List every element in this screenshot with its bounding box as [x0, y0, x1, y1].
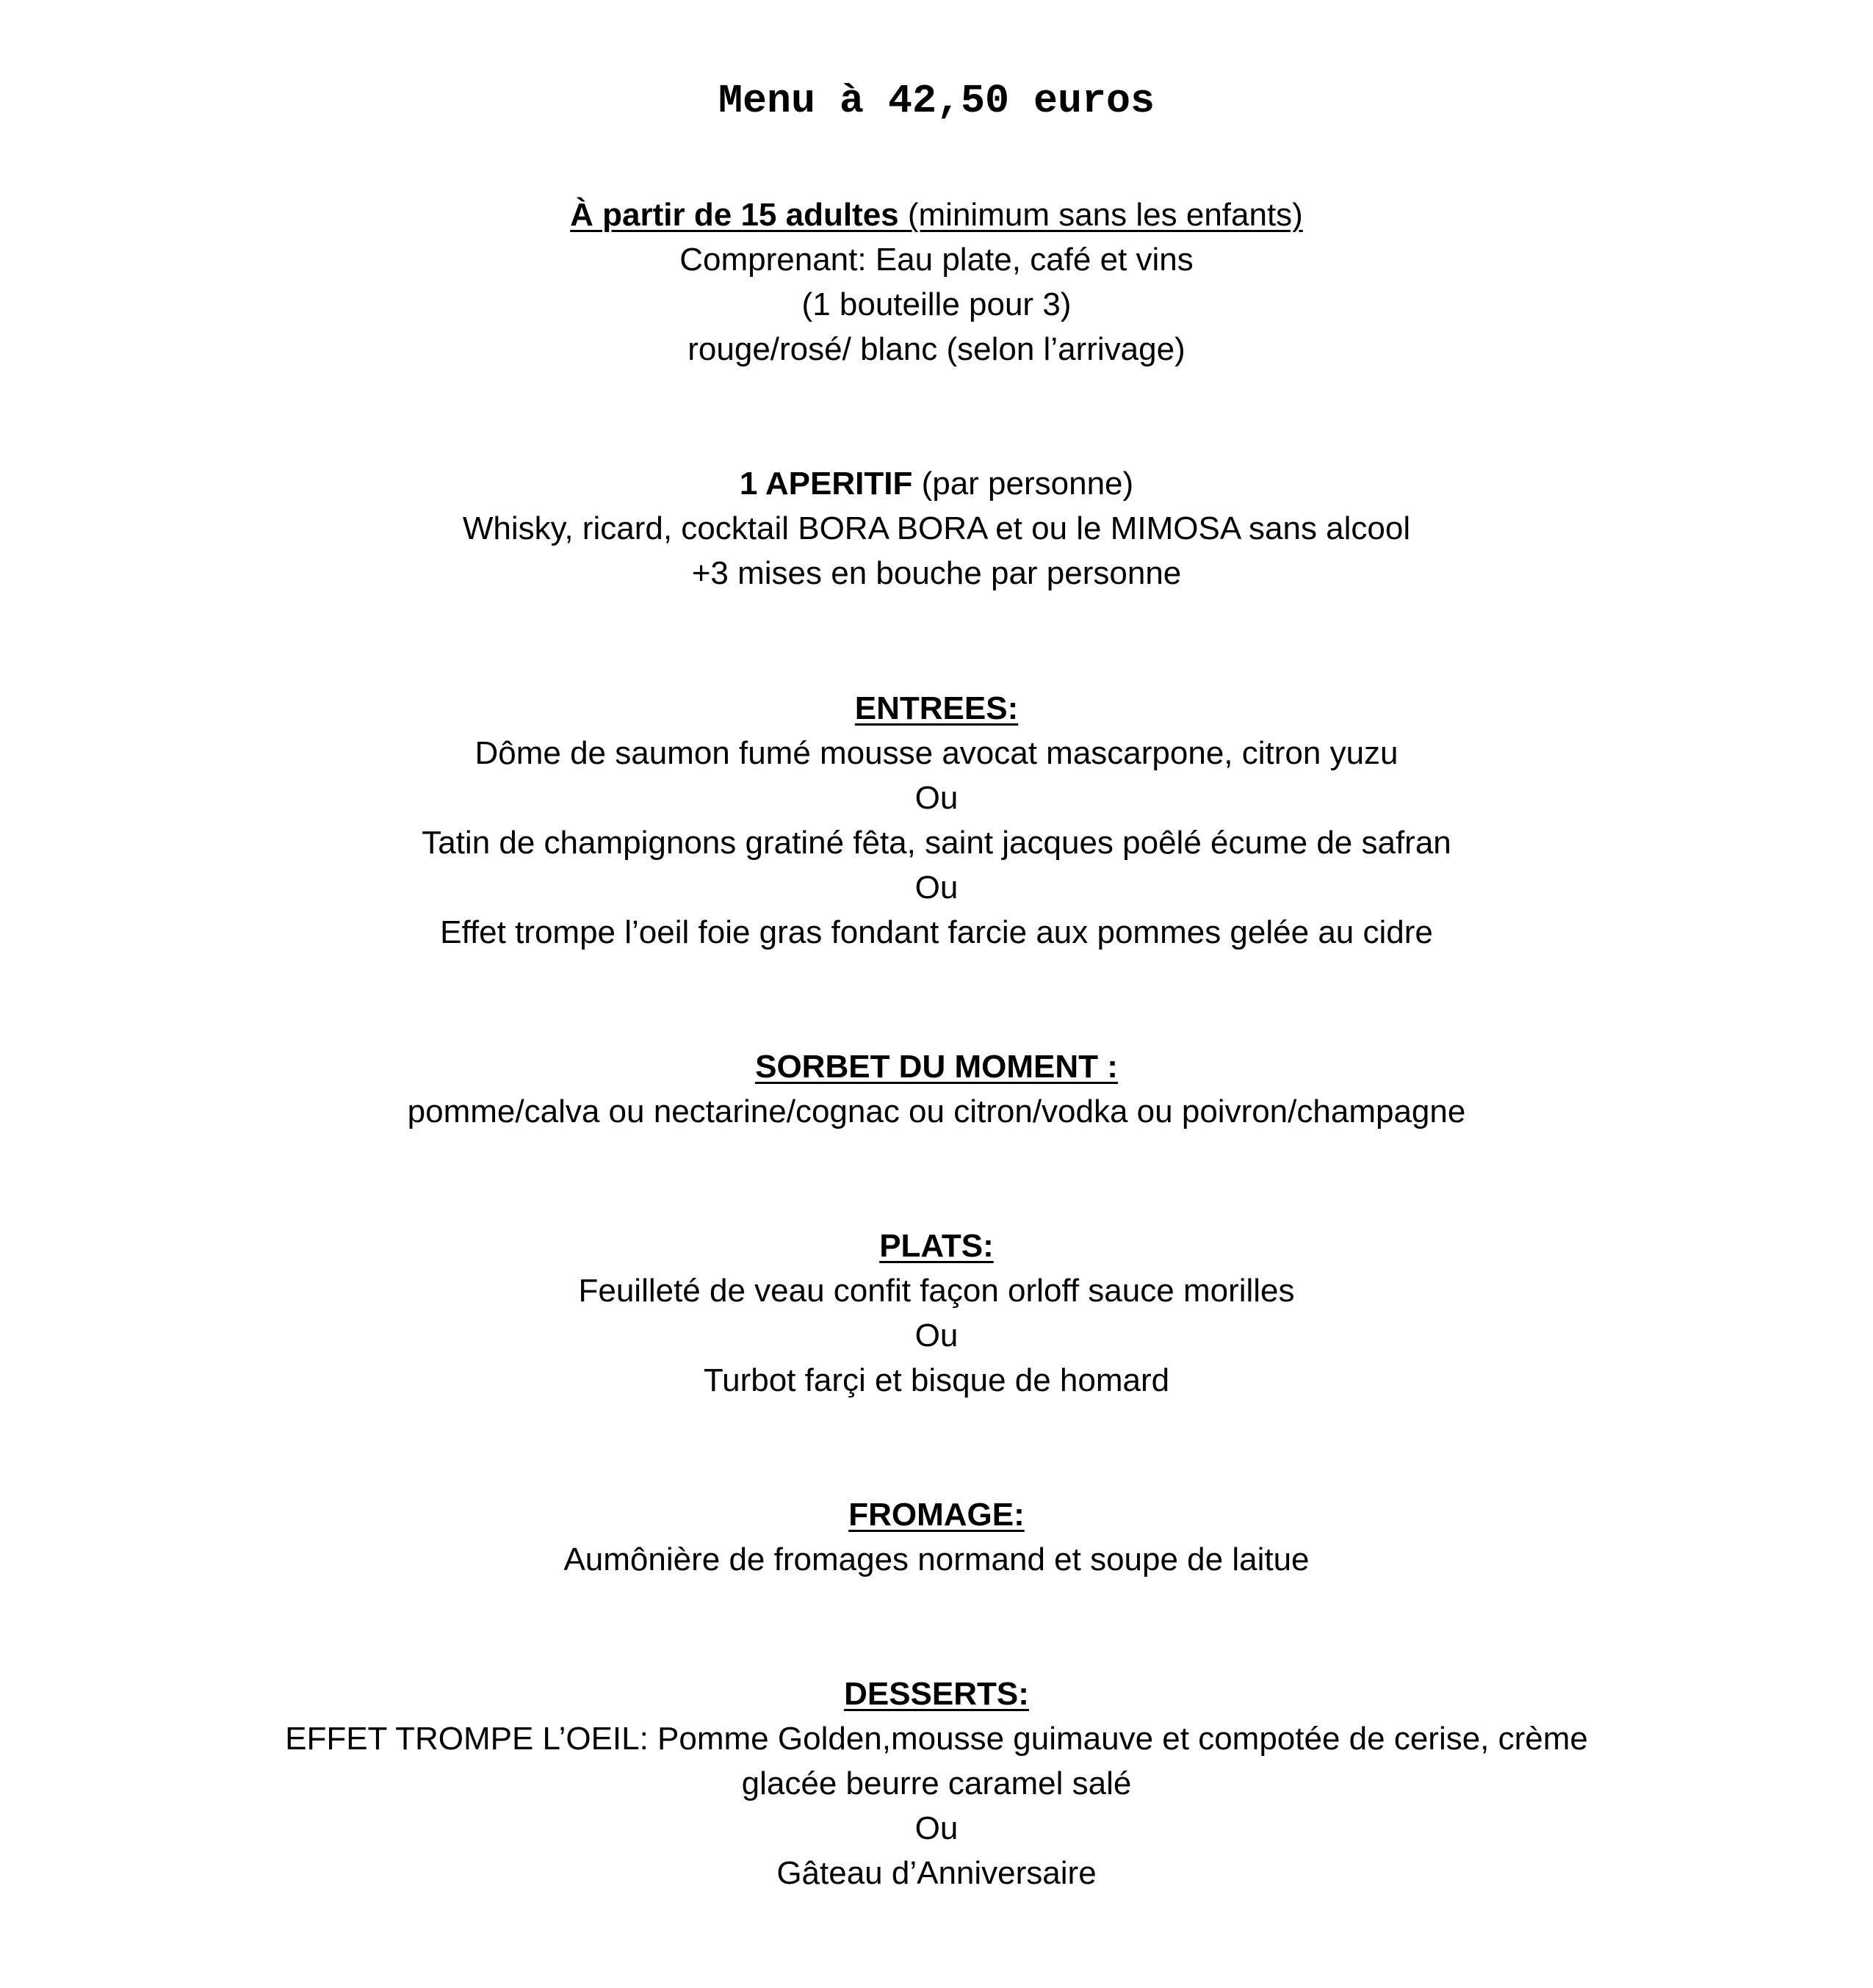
aperitif-heading-bold: 1 APERITIF [739, 466, 913, 502]
fromage-heading: FROMAGE: [848, 1497, 1025, 1533]
desserts-heading: DESSERTS: [844, 1676, 1029, 1712]
aperitif-heading-note: (par personne) [912, 466, 1134, 502]
aperitif-section [0, 461, 1873, 596]
conditions-lead-note: (minimum sans les enfants) [898, 197, 1303, 233]
sorbet-heading: SORBET DU MOMENT : [755, 1049, 1118, 1085]
plats-section [0, 1223, 1873, 1403]
conditions-lead: À partir de 15 adultes [570, 197, 899, 233]
entrees-section [0, 686, 1873, 955]
desserts-line: glacée beurre caramel salé [741, 1765, 1132, 1801]
sorbet-section [0, 1044, 1873, 1134]
conditions-line: (1 bouteille pour 3) [801, 286, 1072, 322]
sorbet-line: pomme/calva ou nectarine/cognac ou citron/vodka ou poivron/champagne [407, 1094, 1466, 1129]
aperitif-line: +3 mises en bouche par personne [691, 555, 1182, 591]
conditions-line: Comprenant: Eau plate, café et vins [679, 242, 1194, 278]
fromage-section [0, 1492, 1873, 1582]
desserts-section [0, 1671, 1873, 1895]
entrees-line: Ou [914, 780, 959, 816]
desserts-line: EFFET TROMPE L’OEIL: Pomme Golden,mousse guimauve et compotée de cerise, crème [285, 1721, 1588, 1757]
aperitif-heading [0, 461, 1873, 506]
plats-line: Ou [914, 1317, 959, 1353]
entrees-line: Dôme de saumon fumé mousse avocat mascarpone, citron yuzu [474, 735, 1399, 771]
conditions-heading-line [570, 197, 1303, 233]
conditions-section [0, 192, 1873, 372]
desserts-line: Gâteau d’Anniversaire [776, 1855, 1097, 1891]
aperitif-line: Whisky, ricard, cocktail BORA BORA et ou le MIMOSA sans alcool [462, 510, 1411, 546]
entrees-heading: ENTREES: [854, 690, 1019, 726]
fromage-line: Aumônière de fromages normand et soupe de laitue [563, 1541, 1310, 1577]
plats-line: Feuilleté de veau confit façon orloff sauce morilles [578, 1273, 1295, 1309]
entrees-line: Tatin de champignons gratiné fêta, saint jacques poêlé écume de safran [422, 825, 1451, 861]
plats-heading: PLATS: [879, 1228, 994, 1264]
entrees-line: Ou [914, 870, 959, 906]
plats-line: Turbot farçi et bisque de homard [703, 1362, 1170, 1398]
entrees-line: Effet trompe l’oeil foie gras fondant farcie aux pommes gelée au cidre [440, 914, 1433, 950]
desserts-line: Ou [914, 1810, 959, 1846]
menu-title: Menu à 42,50 euros [718, 78, 1155, 124]
conditions-heading [0, 192, 1873, 237]
conditions-line: rouge/rosé/ blanc (selon l’arrivage) [688, 331, 1185, 367]
